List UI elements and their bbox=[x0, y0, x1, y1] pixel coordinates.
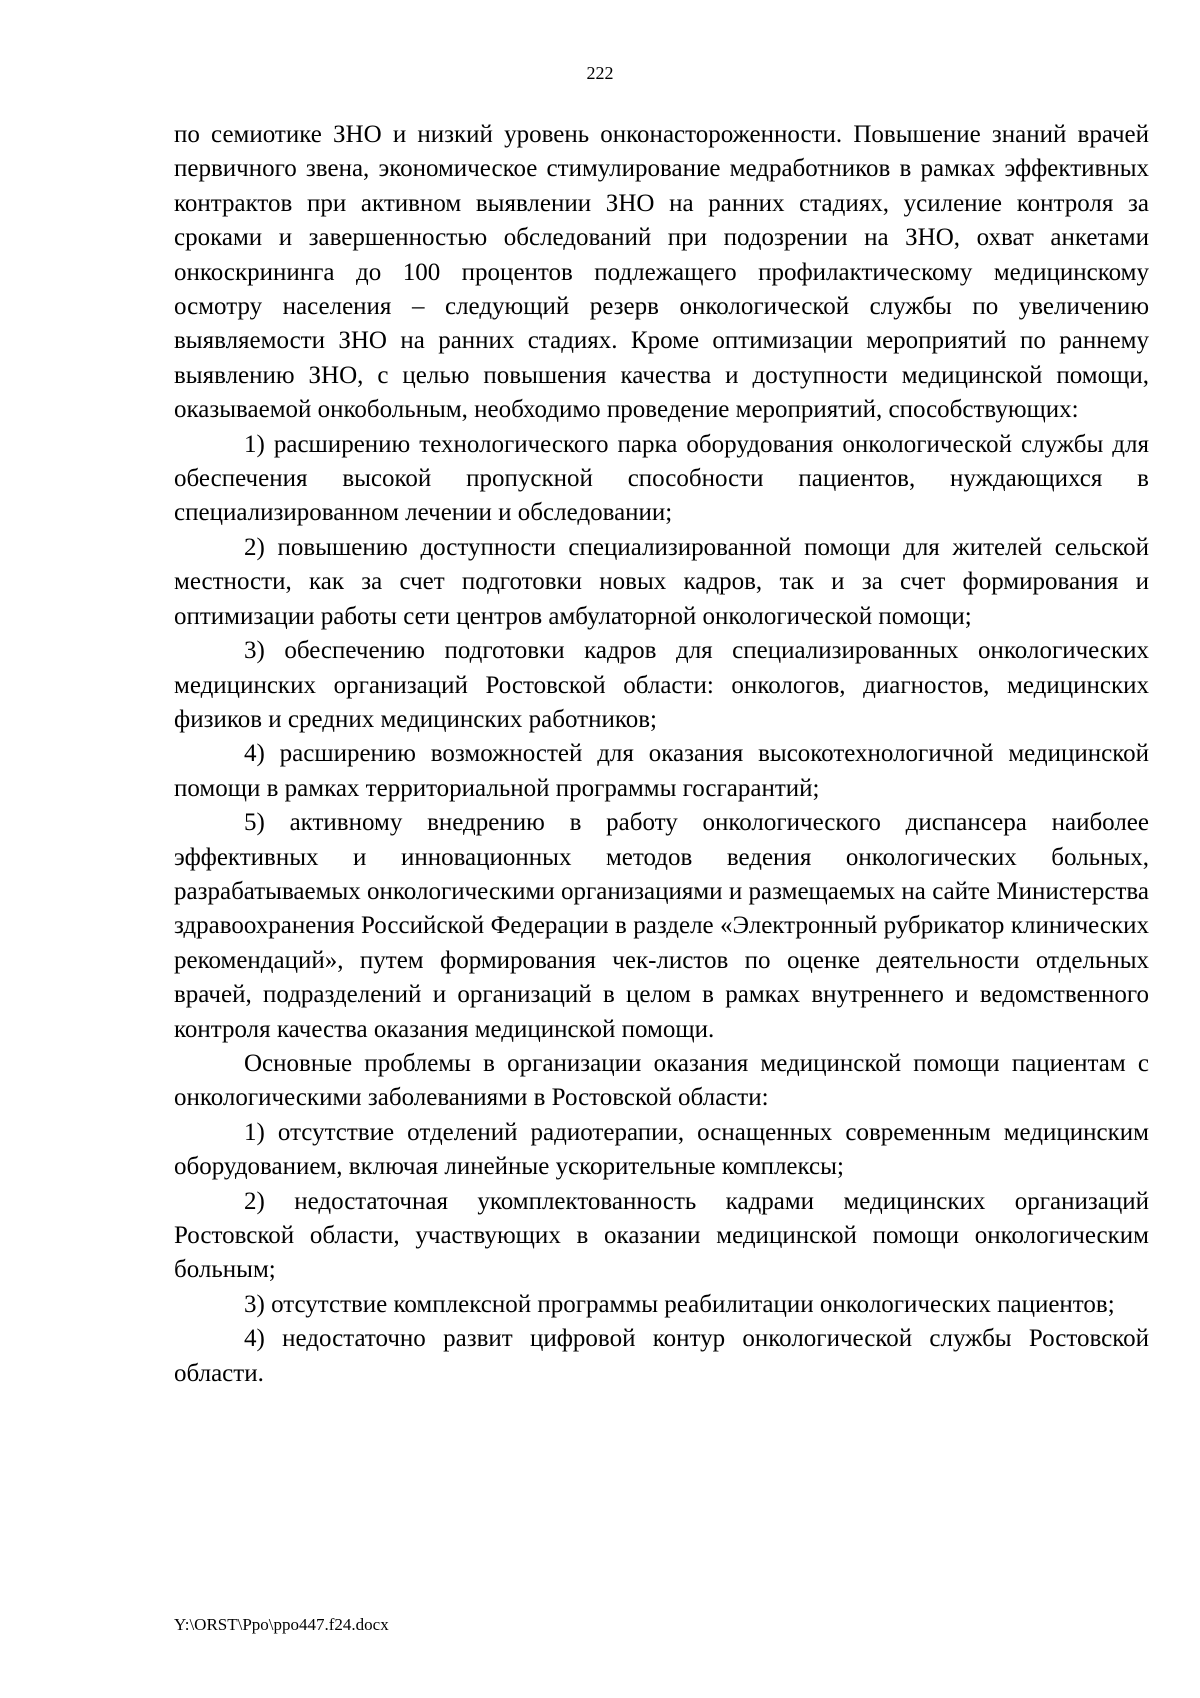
list-item-1: 1) расширению технологического парка оборудования онкологической службы для обеспечения высокой пропускной способности пациентов, нуждающихся в специализированном лечении и обследовании; bbox=[174, 430, 1149, 527]
problem-item-2: 2) недостаточная укомплектованность кадрами медицинских организаций Ростовской области, участвующих в оказании медицинской помощи онкологическим больным; bbox=[174, 1187, 1149, 1284]
problem-item-4: 4) недостаточно развит цифровой контур онкологической службы Ростовской области. bbox=[174, 1325, 1149, 1387]
page-number: 222 bbox=[586, 63, 614, 83]
problem-item-3: 3) отсутствие комплексной программы реабилитации онкологических пациентов; bbox=[244, 1290, 1115, 1318]
list-item-5: 5) активному внедрению в работу онкологического диспансера наиболее эффективных и инновационных методов ведения онкологических больных, разрабатываемых онкологическими организациями и размещаемых на сайте Министерства здравоохранения Российской Федерации в разделе «Электронный рубрикатор клинических рекомендаций», путем формирования чек-листов по оценке деятельности отдельных врачей, подразделений и организаций в целом в рамках внутреннего и ведомственного контроля качества оказания медицинской помощи. bbox=[174, 809, 1149, 1043]
footer-file-path: Y:\ORST\Ppo\ppo447.f24.docx bbox=[174, 1615, 389, 1634]
list-item-3: 3) обеспечению подготовки кадров для специализированных онкологических медицинских организаций Ростовской области: онкологов, диагностов, медицинских физиков и средних медицинских работников; bbox=[174, 637, 1149, 733]
paragraph-problems-intro: Основные проблемы в организации оказания медицинской помощи пациентам с онкологическими заболеваниями в Ростовской области: bbox=[174, 1049, 1149, 1112]
list-item-4: 4) расширению возможностей для оказания высокотехнологичной медицинской помощи в рамках территориальной программы госгарантий; bbox=[174, 740, 1149, 802]
problem-item-1: 1) отсутствие отделений радиотерапии, оснащенных современным медицинским оборудованием, включая линейные ускорительные комплексы; bbox=[174, 1118, 1149, 1181]
document-body bbox=[174, 118, 1149, 1391]
paragraph-continuation: по семиотике ЗНО и низкий уровень онконастороженности. Повышение знаний врачей первичного звена, экономическое стимулирование медработников в рамках эффективных контрактов при активном выявлении ЗНО на ранних стадиях, усиление контроля за сроками и завершенностью обследований при подозрении на ЗНО, охват анкетами онкоскрининга до 100 процентов подлежащего профилактическому медицинскому осмотру населения – следующий резерв онкологической службы по увеличению выявляемости ЗНО на ранних стадиях. Кроме оптимизации мероприятий по раннему выявлению ЗНО, с целью повышения качества и доступности медицинской помощи, оказываемой онкобольным, необходимо проведение мероприятий, способствующих: bbox=[174, 121, 1149, 424]
list-item-2: 2) повышению доступности специализированной помощи для жителей сельской местности, как за счет подготовки новых кадров, так и за счет формирования и оптимизации работы сети центров амбулаторной онкологической помощи; bbox=[174, 533, 1149, 630]
